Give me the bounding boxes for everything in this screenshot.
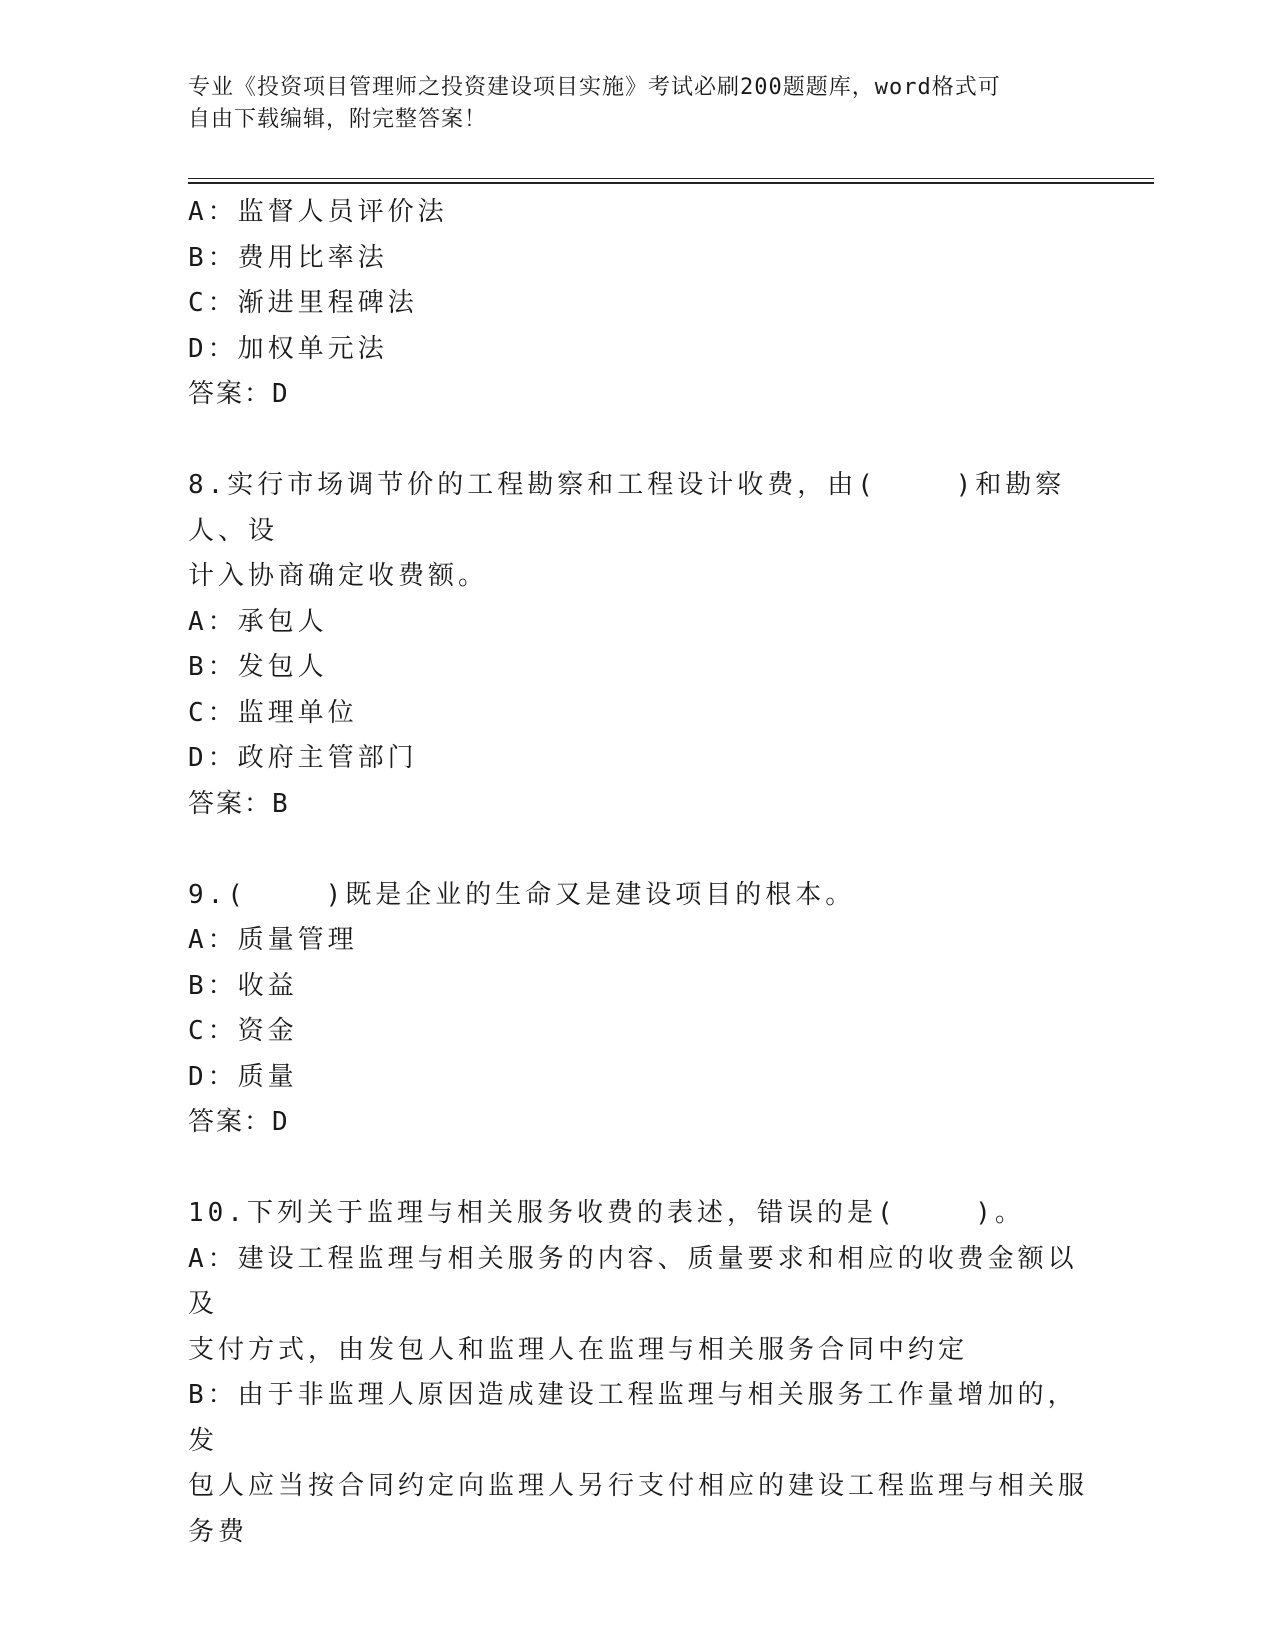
option-a: A：承包人 — [188, 606, 328, 637]
option-c: C：监理单位 — [188, 697, 358, 728]
option-b: B：收益 — [188, 970, 298, 1001]
header-rule-thin — [188, 178, 1154, 179]
option-a: A：质量管理 — [188, 925, 358, 955]
option-a: A：监督人员评价法 — [188, 197, 448, 227]
option-b-cont: 包人应当按合同约定向监理人另行支付相应的建设工程监理与相关服 — [188, 1471, 1089, 1501]
spacer — [188, 827, 1088, 873]
option-c: C：资金 — [188, 1016, 298, 1046]
header-line-2: 自由下载编辑，附完整答案！ — [188, 107, 488, 132]
option-d: D：政府主管部门 — [188, 743, 418, 773]
option-d: D：质量 — [188, 1061, 298, 1092]
answer-line: 答案：D — [188, 379, 290, 409]
spacer — [188, 1146, 1088, 1192]
header-rule-thick — [188, 182, 1154, 184]
answer-line: 答案：B — [188, 788, 290, 819]
question-stem-cont: 计入协商确定收费额。 — [188, 561, 489, 591]
option-b: B：发包人 — [188, 652, 328, 682]
option-b: B：费用比率法 — [188, 242, 388, 273]
option-b: B：由于非监理人原因造成建设工程监理与相关服务工作量增加的，发 — [188, 1380, 1078, 1456]
question-stem: 9.( )既是企业的生命又是建设项目的根本。 — [188, 879, 856, 910]
question-10 — [188, 1191, 1088, 1555]
question-stem: 10.下列关于监理与相关服务收费的表述，错误的是( )。 — [188, 1198, 1025, 1228]
question-9 — [188, 873, 1088, 1146]
question-list — [188, 190, 1088, 1555]
option-a-cont: 支付方式，由发包人和监理人在监理与相关服务合同中约定 — [188, 1334, 969, 1365]
option-d: D：加权单元法 — [188, 333, 388, 364]
document-header — [188, 72, 1088, 136]
question-7-tail — [188, 190, 1088, 418]
question-stem: 8.实行市场调节价的工程勘察和工程设计收费，由( )和勘察人、设 — [188, 470, 1066, 546]
option-a: A：建设工程监理与相关服务的内容、质量要求和相应的收费金额以及 — [188, 1243, 1078, 1319]
question-8 — [188, 463, 1088, 827]
header-line-1: 专业《投资项目管理师之投资建设项目实施》考试必刷200题题库，word格式可 — [188, 75, 1001, 100]
option-c: C：渐进里程碑法 — [188, 288, 418, 318]
option-b-cont: 务费 — [188, 1516, 249, 1547]
spacer — [188, 418, 1088, 464]
answer-line: 答案：D — [188, 1107, 290, 1137]
